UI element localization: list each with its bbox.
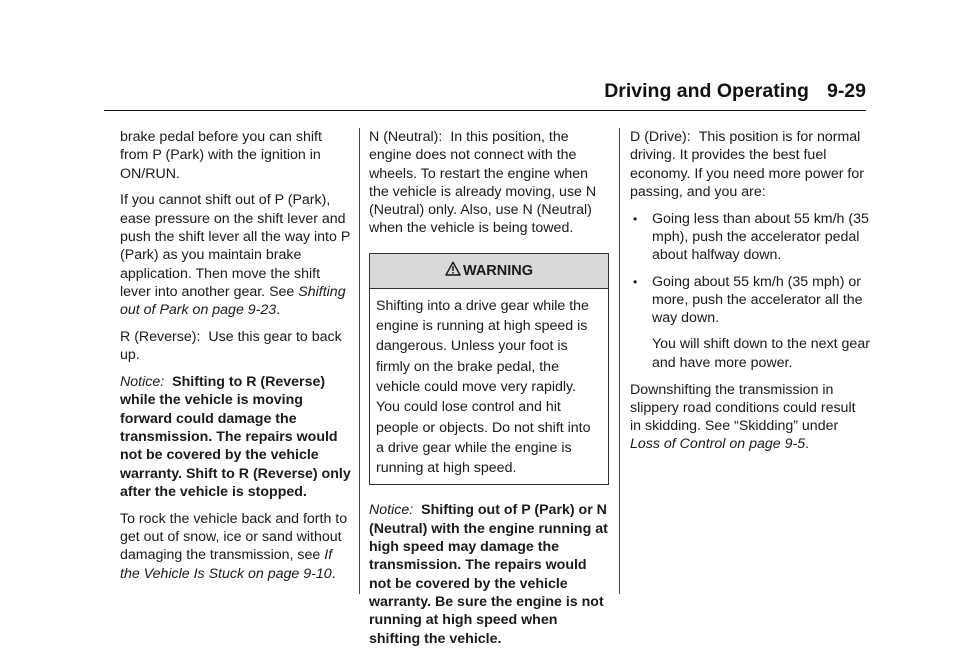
column-1 [120, 128, 352, 591]
list-item-text: Going about 55 km/h (35 mph) or more, push the accelerator all the way down. [652, 273, 863, 327]
list-item [630, 210, 870, 265]
warning-triangle-icon [445, 261, 461, 276]
cross-reference-loss-of-control[interactable]: Loss of Control on page 9-5 [630, 436, 806, 453]
paragraph-text: If you cannot shift out of P (Park), ease pressure on the shift lever and push the shift lever all the way into P (Park) as you maintain brake application. Then move the shift lever into another gear. See [120, 192, 351, 300]
paragraph-neutral [369, 128, 609, 238]
warning-header [370, 254, 608, 289]
list-item [630, 273, 870, 328]
column-divider-2 [619, 128, 620, 594]
warning-body: Shifting into a drive gear while the engine is running at high speed is dangerous. Unless your foot is firmly on the brake pedal, the vehicle could move very rapidly. You could lose control and hit people or objects. Do not shift into a drive gear while the engine is running at high speed. [376, 297, 591, 477]
bullet-list [630, 210, 870, 328]
reverse-text: Use this gear to back up. [120, 328, 342, 364]
paragraph-shift-out-of-park [120, 191, 352, 319]
gear-label-neutral: N (Neutral): [369, 129, 443, 145]
paragraph-end: . [331, 565, 336, 582]
paragraph-drive [630, 128, 870, 201]
paragraph-text: Downshifting the transmission in slippery road conditions could result in skidding. See “Skidding” under [630, 381, 856, 435]
paragraph-reverse [120, 328, 352, 365]
paragraph-end: . [805, 436, 810, 453]
list-item-text: Going less than about 55 km/h (35 mph), push the accelerator pedal about halfway down. [652, 210, 869, 264]
bullet-icon: • [633, 274, 638, 289]
gear-label-drive: D (Drive): [630, 129, 691, 145]
notice-text: Shifting out of P (Park) or N (Neutral) with the engine running at high speed may damage the transmission. The repairs would not be covered by the vehicle warranty. Be sure the engine is not running at high speed when shifting the vehicle. [369, 502, 608, 647]
page-header [0, 70, 960, 110]
paragraph-rock-vehicle [120, 510, 352, 583]
column-3 [630, 128, 870, 462]
paragraph-brake-pedal: brake pedal before you can shift from P (Park) with the ignition in ON/RUN. [120, 129, 322, 182]
notice-label: Notice: [120, 374, 165, 391]
drive-text: This position is for normal driving. It provides the best fuel economy. If you need more power for passing, and you are: [630, 129, 864, 200]
neutral-text: In this position, the engine does not connect with the wheels. To restart the engine when the vehicle is already moving, use N (Neutral) only. Also, use N (Neutral) when the vehicle is being towed. [369, 129, 597, 237]
column-2 [369, 128, 609, 656]
column-divider-1 [359, 128, 360, 594]
cross-reference-shifting-out-of-park[interactable]: Shifting out of Park on page 9-23 [120, 283, 346, 319]
warning-box [369, 253, 609, 486]
paragraph-shift-down: You will shift down to the next gear and have more power. [652, 336, 870, 371]
cross-reference-vehicle-stuck[interactable]: If the Vehicle Is Stuck on page 9-10 [120, 547, 333, 582]
paragraph-text: To rock the vehicle back and forth to get out of snow, ice or sand without damaging the transmission, see [120, 510, 348, 564]
page-number: 9-29 [826, 80, 866, 102]
notice-reverse [120, 373, 352, 501]
notice-text: Shifting to R (Reverse) while the vehicle is moving forward could damage the transmission. The repairs would not be covered by the vehicle warranty. Shift to R (Reverse) only after the vehicle is stopped. [120, 374, 351, 500]
header-title [604, 80, 866, 103]
warning-title: WARNING [462, 262, 534, 279]
paragraph-end: . [276, 302, 281, 319]
notice-label: Notice: [369, 502, 414, 519]
paragraph-downshifting [630, 381, 870, 454]
section-title: Driving and Operating [604, 80, 809, 102]
header-rule [104, 110, 866, 111]
bullet-icon: • [633, 211, 638, 226]
gear-label-reverse: R (Reverse): [120, 328, 201, 345]
notice-park-neutral [369, 501, 609, 647]
